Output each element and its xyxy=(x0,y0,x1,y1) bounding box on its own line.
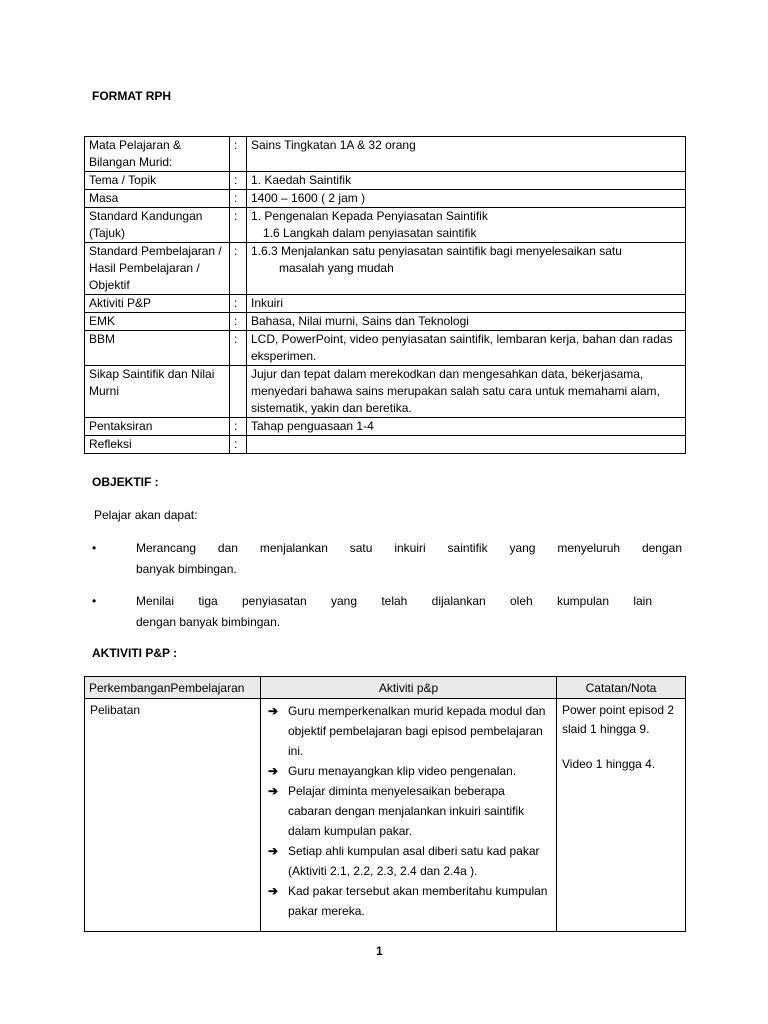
field-value-line: 1.6 Langkah dalam penyiasatan saintifik xyxy=(263,226,477,240)
table-row xyxy=(85,366,686,418)
field-label: Sikap Saintifik dan Nilai Murni xyxy=(85,366,230,418)
field-separator: : xyxy=(230,418,247,436)
table-row xyxy=(85,137,686,172)
objektif-bullet-line: banyak bimbingan. xyxy=(136,562,237,576)
field-value-line: Sains Tingkatan 1A & 32 orang xyxy=(251,138,416,152)
activity-text: Setiap ahli kumpulan asal diberi satu kad pakar (Aktiviti 2.1, 2.2, 2.3, 2.4 dan 2.4a ). xyxy=(288,844,540,878)
table-row xyxy=(85,295,686,313)
field-label: Masa xyxy=(85,190,230,208)
table-row xyxy=(85,699,686,932)
field-label: Tema / Topik xyxy=(85,172,230,190)
field-separator: : xyxy=(230,208,247,243)
field-value xyxy=(247,190,686,208)
field-value xyxy=(247,331,686,366)
aktiviti-table xyxy=(84,676,686,932)
field-separator: : xyxy=(230,172,247,190)
table-row xyxy=(85,243,686,295)
field-separator: : xyxy=(230,137,247,172)
rph-info-table xyxy=(84,136,686,454)
objektif-intro: Pelajar akan dapat: xyxy=(94,508,198,522)
field-value xyxy=(247,243,686,295)
notes-cell xyxy=(557,699,686,932)
table-row xyxy=(85,418,686,436)
list-item xyxy=(266,761,551,781)
table-row xyxy=(85,436,686,454)
table-row xyxy=(85,331,686,366)
column-header-aktiviti: Aktiviti p&p xyxy=(261,677,557,699)
arrow-right-icon: ➔ xyxy=(268,704,279,718)
field-separator: : xyxy=(230,331,247,366)
field-value-line: Inkuiri xyxy=(251,296,284,310)
column-header-perkembangan: PerkembanganPembelajaran xyxy=(85,677,261,699)
field-label: Standard Kandungan (Tajuk) xyxy=(85,208,230,243)
activity-text: Guru menayangkan klip video pengenalan. xyxy=(288,764,517,778)
field-label: EMK xyxy=(85,313,230,331)
activity-cell xyxy=(261,699,557,932)
field-value xyxy=(247,172,686,190)
list-item xyxy=(266,841,551,881)
activity-text: Kad pakar tersebut akan memberitahu kumpulan pakar mereka. xyxy=(288,884,548,918)
field-value-line xyxy=(251,436,681,453)
field-separator: : xyxy=(230,436,247,454)
list-item xyxy=(266,781,551,841)
field-label: Refleksi xyxy=(85,436,230,454)
field-value xyxy=(247,137,686,172)
page-title: FORMAT RPH xyxy=(92,89,172,103)
note-text: Video 1 hingga 4. xyxy=(562,757,656,771)
phase-cell: Pelibatan xyxy=(85,699,261,932)
field-value xyxy=(247,436,686,454)
table-row xyxy=(85,313,686,331)
objektif-bullet-line: Menilai tiga penyiasatan yang telah dijalankan oleh kumpulan lain xyxy=(136,594,652,608)
field-value-line: Jujur dan tepat dalam merekodkan dan mengesahkan data, bekerjasama, menyedari bahawa sains merupakan salah satu cara untuk memahami alam, sistematik, yakin dan beretika. xyxy=(251,367,660,415)
arrow-right-icon: ➔ xyxy=(268,844,279,858)
objektif-bullet xyxy=(92,538,682,580)
field-separator xyxy=(230,366,247,418)
field-value-line: Bahasa, Nilai murni, Sains dan Teknologi xyxy=(251,314,469,328)
field-value xyxy=(247,366,686,418)
note-text: Power point episod 2 slaid 1 hingga 9. xyxy=(562,703,675,736)
activity-list xyxy=(266,701,551,921)
field-label: BBM xyxy=(85,331,230,366)
objektif-heading: OBJEKTIF : xyxy=(92,475,159,489)
field-label: Aktiviti P&P xyxy=(85,295,230,313)
field-value xyxy=(247,313,686,331)
field-value-line: 1. Pengenalan Kepada Penyiasatan Saintifik xyxy=(251,209,488,223)
field-value xyxy=(247,295,686,313)
arrow-right-icon: ➔ xyxy=(268,884,279,898)
table-row xyxy=(85,190,686,208)
objektif-bullet-line: dengan banyak bimbingan. xyxy=(136,615,281,629)
list-item xyxy=(266,881,551,921)
field-value-line: 1400 – 1600 ( 2 jam ) xyxy=(251,191,366,205)
bullet-icon: • xyxy=(92,541,97,555)
field-value xyxy=(247,208,686,243)
activity-text: Pelajar diminta menyelesaikan beberapa cabaran dengan menjalankan inkuiri saintifik dalam kumpulan pakar. xyxy=(288,784,525,838)
field-label: Standard Pembelajaran / Hasil Pembelajaran / Objektif xyxy=(85,243,230,295)
column-header-catatan: Catatan/Nota xyxy=(557,677,686,699)
table-row xyxy=(85,172,686,190)
list-item xyxy=(266,701,551,761)
table-row xyxy=(85,208,686,243)
field-value-line: LCD, PowerPoint, video penyiasatan saintifik, lembaran kerja, bahan dan radas eksperimen. xyxy=(251,332,673,363)
arrow-right-icon: ➔ xyxy=(268,764,279,778)
objektif-bullet xyxy=(92,591,682,633)
field-value-line: 1. Kaedah Saintifik xyxy=(251,173,352,187)
field-value xyxy=(247,418,686,436)
field-value-line: 1.6.3 Menjalankan satu penyiasatan saintifik bagi menyelesaikan satu xyxy=(251,244,622,258)
field-separator: : xyxy=(230,190,247,208)
field-separator: : xyxy=(230,243,247,295)
field-label: Mata Pelajaran & Bilangan Murid: xyxy=(85,137,230,172)
page-number: 1 xyxy=(376,944,383,958)
field-separator: : xyxy=(230,295,247,313)
field-label: Pentaksiran xyxy=(85,418,230,436)
bullet-icon: • xyxy=(92,594,97,608)
field-value-line: masalah yang mudah xyxy=(279,261,394,275)
arrow-right-icon: ➔ xyxy=(268,784,279,798)
activity-text: Guru memperkenalkan murid kepada modul dan objektif pembelajaran bagi episod pembelajaran ini. xyxy=(288,704,546,758)
field-value-line: Tahap penguasaan 1-4 xyxy=(251,419,374,433)
objektif-bullet-line: Merancang dan menjalankan satu inkuiri saintifik yang menyeluruh dengan xyxy=(136,541,682,555)
aktiviti-heading: AKTIVITI P&P : xyxy=(92,646,178,660)
field-separator: : xyxy=(230,313,247,331)
